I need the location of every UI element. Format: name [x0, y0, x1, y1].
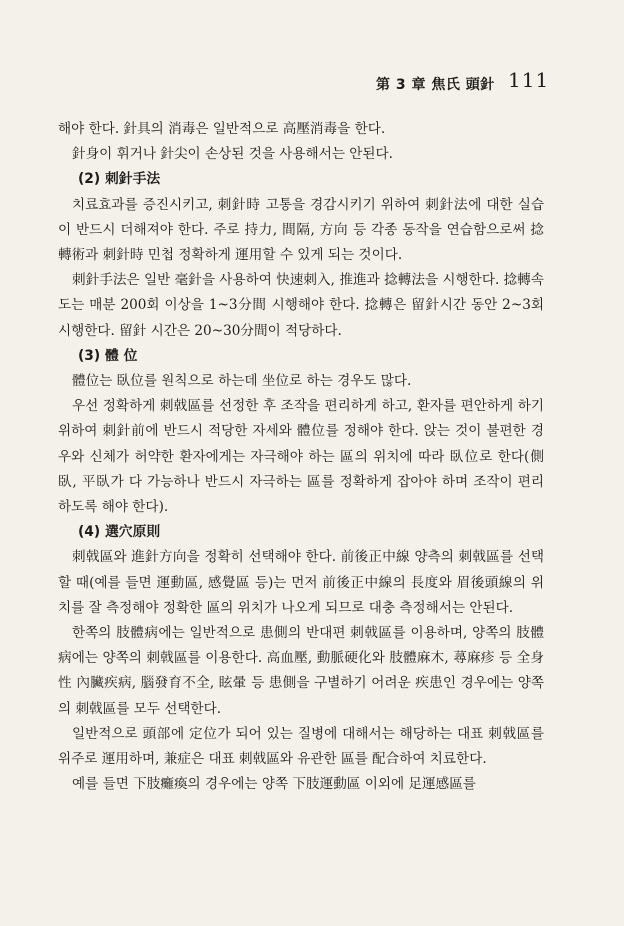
paragraph: 우선 정확하게 刺戟區를 선정한 후 조작을 편리하게 하고, 환자를 편안하게 하기 위하여 刺針前에 반드시 적당한 자세와 體位를 정해야 한다. 앉는 것이 불편한 경우와 신체가 허약한 환자에게는 자극해야 하는 區의 위치에 따라 臥位로 한다(側臥, 平臥가 다 가능하나 반드시 자극하는 區를 정확하게 잡아야 하며 조작이 편리하도록 해야 한다).: [58, 398, 544, 516]
paragraph: 일반적으로 頭部에 定位가 되어 있는 질병에 대해서는 해당하는 대표 刺戟區를 위주로 運用하며, 兼症은 대표 刺戟區와 유관한 區를 配合하여 치료한다.: [58, 725, 544, 768]
paragraph: 針身이 휘거나 針尖이 손상된 것을 사용해서는 안된다.: [72, 146, 393, 163]
paragraph: 體位는 臥位를 원칙으로 하는데 坐位로 하는 경우도 많다.: [72, 373, 412, 390]
paragraph: 예를 들면 下肢癱瘓의 경우에는 양쪽 下肢運動區 이외에 足運感區를: [72, 776, 476, 793]
paragraph: 치료효과를 증진시키고, 刺針時 고통을 경감시키기 위하여 刺針法에 대한 실습이 반드시 더해져야 한다. 주로 持力, 間隔, 方向 등 각종 동작을 연습함으로써 捻轉術과 刺針時 민첩 정확하게 運用할 수 있게 되는 것이다.: [58, 196, 544, 264]
section-heading: (3) 體 位: [78, 347, 138, 364]
page-header: [0, 64, 624, 94]
running-head: 第 3 章 焦氏 頭針: [376, 77, 495, 93]
paragraph: 해야 한다. 針具의 消毒은 일반적으로 高壓消毒을 한다.: [58, 121, 386, 137]
section-heading: (2) 刺針手法: [78, 171, 161, 188]
paragraph: 한쪽의 肢體病에는 일반적으로 患側의 반대편 刺戟區를 이용하며, 양쪽의 肢體病에는 양쪽의 刺戟區를 이용한다. 高血壓, 動脈硬化와 肢體麻木, 蕁麻疹 등 全身性 內臟疾病, 腦發育不全, 眩暈 등 患側을 구별하기 어려운 疾患인 경우에는 양쪽의 刺戟區를 모두 선택한다.: [58, 625, 544, 717]
body-text: [58, 117, 544, 797]
paragraph: 刺針手法은 일반 毫針을 사용하여 快速刺入, 推進과 捻轉法을 시행한다. 捻轉속도는 매분 200회 이상을 1~3分間 시행해야 한다. 捻轉은 留針시간 동안 2~3회 시행한다. 留針 시간은 20~30分間이 적당하다.: [58, 272, 544, 339]
section-heading: (4) 選穴原則: [78, 524, 161, 541]
paragraph: 刺戟區와 進針方向을 정확히 선택해야 한다. 前後正中線 양측의 刺戟區를 선택할 때(예를 들면 運動區, 感覺區 등)는 먼저 前後正中線의 長度와 眉後頭線의 위치를 잘 측정해야 정확한 區의 위치가 나오게 되므로 대충 측정해서는 안된다.: [58, 549, 544, 616]
page-number: 111: [508, 68, 550, 92]
